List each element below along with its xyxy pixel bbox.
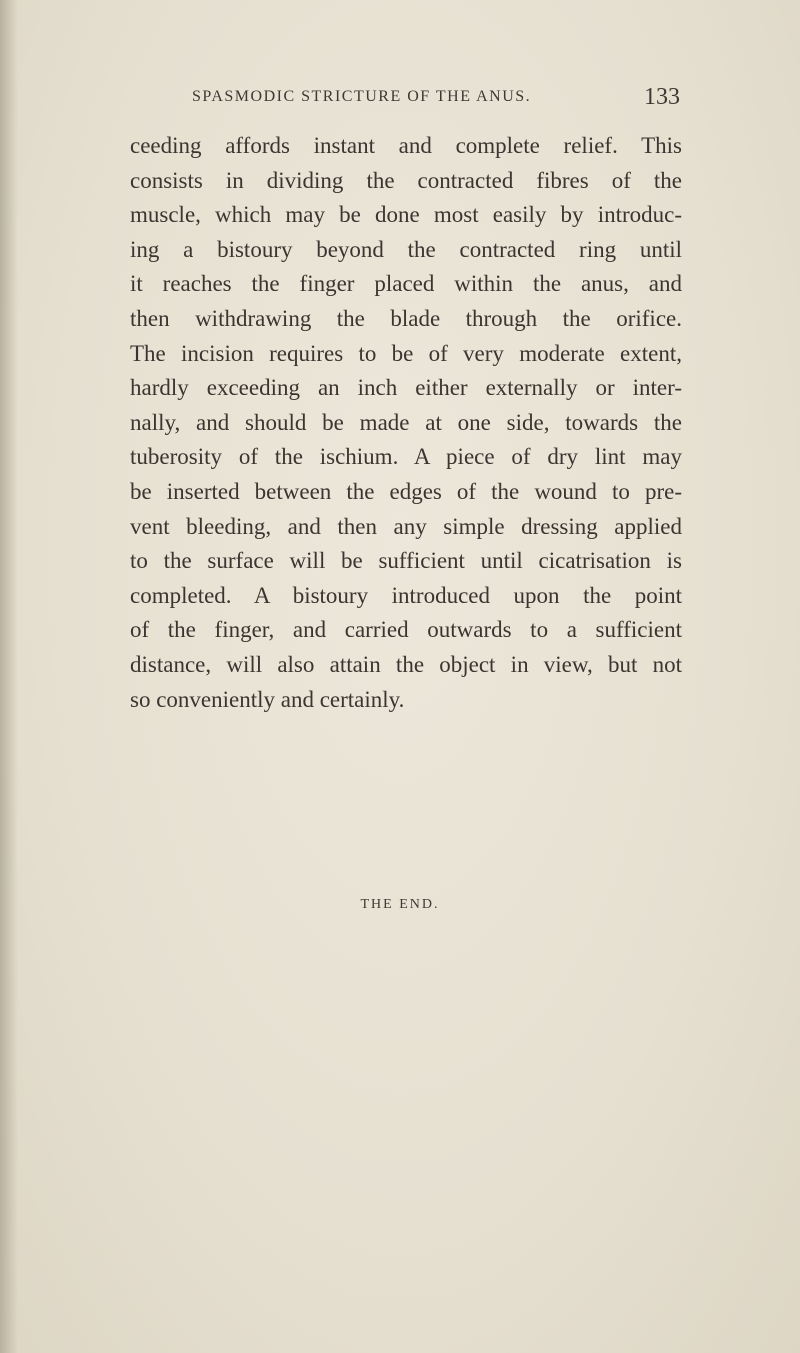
text-line: ing a bistoury beyond the contracted ring until bbox=[130, 236, 682, 262]
body-paragraph bbox=[130, 129, 682, 717]
text-line: of the finger, and carried outwards to a sufficient bbox=[130, 617, 682, 643]
text-line: be inserted between the edges of the wound to pre- bbox=[130, 478, 682, 504]
text-line: to the surface will be sufficient until cicatrisation is bbox=[130, 548, 682, 574]
text-line: nally, and should be made at one side, towards the bbox=[130, 409, 682, 435]
page-edge-shadow bbox=[0, 0, 18, 1353]
text-line: muscle, which may be done most easily by introduc- bbox=[130, 202, 682, 228]
running-title: SPASMODIC STRICTURE OF THE ANUS. bbox=[192, 88, 532, 105]
text-line: so conveniently and certainly. bbox=[130, 686, 405, 712]
running-head bbox=[192, 84, 680, 114]
text-line: ceeding affords instant and complete relief. This bbox=[130, 133, 682, 158]
text-line: distance, will also attain the object in view, but not bbox=[130, 651, 682, 677]
text-line: then withdrawing the blade through the orifice. bbox=[130, 305, 682, 331]
page-number: 133 bbox=[644, 84, 680, 110]
text-line: consists in dividing the contracted fibres of the bbox=[130, 167, 682, 193]
end-mark: THE END. bbox=[360, 897, 440, 912]
text-line: tuberosity of the ischium. A piece of dry lint may bbox=[130, 444, 682, 470]
text-line: The incision requires to be of very moderate extent, bbox=[130, 340, 682, 366]
text-line: vent bleeding, and then any simple dressing applied bbox=[130, 513, 682, 539]
text-line: completed. A bistoury introduced upon the point bbox=[130, 582, 682, 608]
text-line: it reaches the finger placed within the anus, and bbox=[130, 271, 682, 297]
text-line: hardly exceeding an inch either externally or inter- bbox=[130, 375, 682, 401]
